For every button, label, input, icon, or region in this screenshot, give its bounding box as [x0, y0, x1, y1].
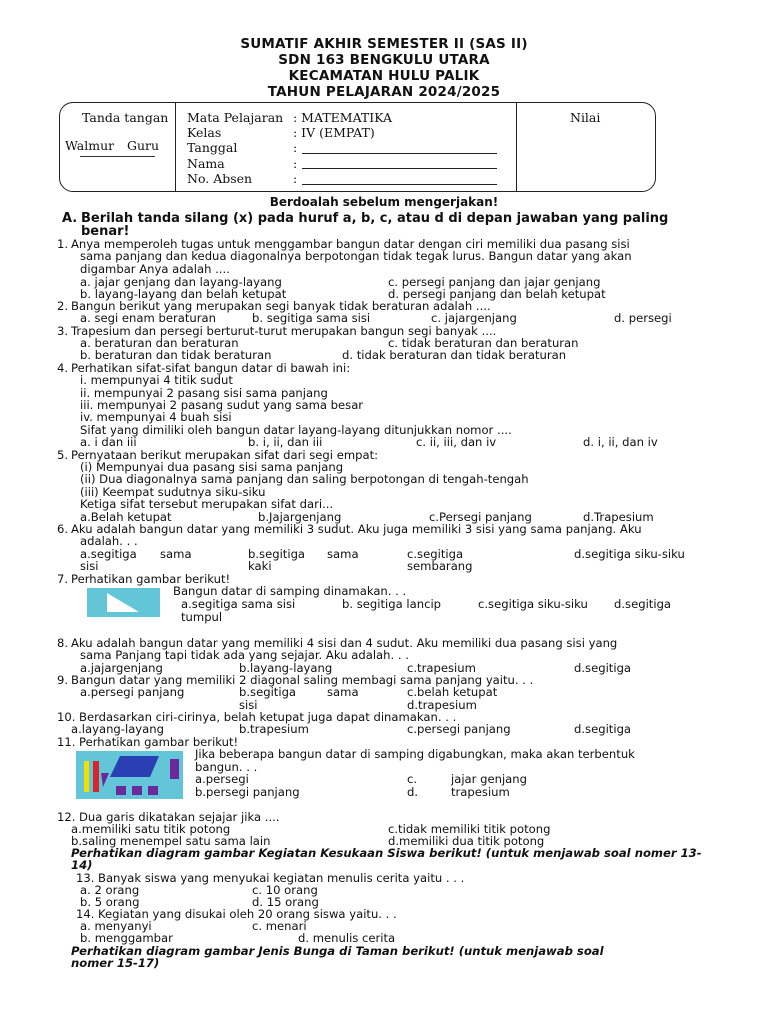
section-a-letter: A. [62, 211, 78, 226]
q7-number: 7. [57, 572, 69, 586]
q3-opt-c[interactable]: c. tidak beraturan dan beraturan [388, 336, 579, 350]
header-line-1: SUMATIF AKHIR SEMESTER II (SAS II) [240, 36, 528, 52]
sign-guru: Guru [127, 138, 160, 153]
q3-opt-a[interactable]: a. beraturan dan beraturan [80, 336, 239, 350]
q13-opt-d[interactable]: d. 15 orang [252, 895, 319, 909]
q4-text: Perhatikan sifat-sifat bangun datar di bawah ini: [71, 361, 351, 375]
q9-opt-d[interactable]: d.trapesium [407, 698, 477, 712]
q7-opt-a[interactable]: a.segitiga sama sisi [181, 597, 296, 611]
purple-square-1 [116, 786, 126, 795]
q2-number: 2. [57, 299, 69, 313]
q5-opt-d[interactable]: d.Trapesium [583, 510, 654, 524]
q9-number: 9. [57, 673, 69, 687]
q11-opt-d[interactable]: trapesium [451, 785, 510, 799]
purple-square-3 [148, 786, 158, 795]
q10-number: 10. [57, 710, 76, 724]
q12-text: Dua garis dikatakan sejajar jika .... [79, 810, 280, 824]
q1-opt-b[interactable]: b. layang-layang dan belah ketupat [80, 287, 287, 301]
q4-item-iv: iv. mempunyai 4 buah sisi [80, 410, 232, 424]
q11-text: Perhatikan gambar berikut! [79, 735, 239, 749]
shapes-puzzle-figure [76, 751, 183, 799]
q10-opt-a[interactable]: a.layang-layang [71, 722, 164, 736]
q6-text-1: Aku adalah bangun datar yang memiliki 3 sudut. Aku juga memiliki 3 sisi yang sama panjang. Aku [71, 522, 642, 536]
q14-opt-b[interactable]: b. menggambar [80, 931, 173, 945]
q5-opt-a[interactable]: a.Belah ketupat [80, 510, 172, 524]
q4-question: Sifat yang dimiliki oleh bangun datar layang-layang ditunjukkan nomor .... [80, 423, 512, 437]
q6-opt-a-1[interactable]: a.segitiga [80, 547, 137, 561]
q11-opt-d-letter[interactable]: d. [407, 785, 419, 799]
q7-opt-d-2[interactable]: tumpul [181, 610, 223, 624]
q14-opt-a[interactable]: a. menyanyi [80, 919, 152, 933]
q8-opt-d[interactable]: d.segitiga [574, 661, 632, 675]
q11-opt-b[interactable]: b.persegi panjang [195, 785, 300, 799]
section-a-line2: benar! [81, 224, 130, 239]
q14-opt-c[interactable]: c. menari [252, 919, 307, 933]
q9-opt-b-2[interactable]: sama [327, 685, 359, 699]
note-13-14-line2: 14) [71, 858, 93, 872]
header-line-3: KECAMATAN HULU PALIK [288, 68, 480, 84]
q8-opt-a[interactable]: a.jajargenjang [80, 661, 163, 675]
q11-question-1: Jika beberapa bangun datar di samping digabungkan, maka akan terbentuk [195, 747, 635, 761]
red-bar [93, 761, 99, 792]
q4-item-iii: iii. mempunyai 2 pasang sudut yang sama besar [80, 398, 364, 412]
q9-opt-b-3[interactable]: sisi [239, 698, 258, 712]
nilai-label: Nilai [570, 110, 601, 125]
q4-opt-b[interactable]: b. i, ii, dan iii [248, 435, 323, 449]
q13-number: 13. [76, 871, 95, 885]
label-kelas: Kelas [187, 125, 222, 140]
q4-opt-d[interactable]: d. i, ii, dan iv [583, 435, 658, 449]
sign-walmur: Walmur [65, 138, 115, 153]
label-mapel: Mata Pelajaran [187, 110, 284, 125]
q6-opt-d[interactable]: d.segitiga siku-siku [574, 547, 685, 561]
label-tanggal: Tanggal [187, 140, 238, 155]
q13-opt-b[interactable]: b. 5 orang [80, 895, 140, 909]
q8-text-1: Aku adalah bangun datar yang memiliki 4 sisi dan 4 sudut. Aku memiliki dua pasang sisi yang [71, 636, 618, 650]
q4-item-i: i. mempunyai 4 titik sudut [80, 373, 233, 387]
q4-item-ii: ii. mempunyai 2 pasang sisi sama panjang [80, 386, 328, 400]
q6-number: 6. [57, 522, 69, 536]
q9-opt-a[interactable]: a.persegi panjang [80, 685, 185, 699]
value-kelas: : IV (EMPAT) [293, 125, 375, 140]
q13-opt-c[interactable]: c. 10 orang [252, 883, 318, 897]
q1-opt-a[interactable]: a. jajar genjang dan layang-layang [80, 275, 282, 289]
q1-opt-d[interactable]: d. persegi panjang dan belah ketupat [388, 287, 606, 301]
q5-opt-b[interactable]: b.Jajargenjang [258, 510, 342, 524]
q12-opt-a[interactable]: a.memiliki satu titik potong [71, 822, 231, 836]
header-line-4: TAHUN PELAJARAN 2024/2025 [267, 84, 501, 100]
q3-text: Trapesium dan persegi berturut-turut merupakan bangun segi banyak .... [71, 324, 497, 338]
q14-opt-d[interactable]: d. menulis cerita [298, 931, 396, 945]
note-13-14-line1: Perhatikan diagram gambar Kegiatan Kesukaan Siswa berikut! (untuk menjawab soal nomer 13- [71, 846, 702, 860]
value-nama-colon: : [293, 156, 298, 171]
header-line-2: SDN 163 BENGKULU UTARA [278, 52, 490, 68]
purple-piece-right [170, 759, 179, 779]
q12-opt-c[interactable]: c.tidak memiliki titik potong [388, 822, 551, 836]
q2-opt-b[interactable]: b. segitiga sama sisi [252, 311, 371, 325]
q11-opt-c[interactable]: jajar genjang [451, 772, 527, 786]
q14-number: 14. [76, 907, 95, 921]
q8-opt-c[interactable]: c.trapesium [407, 661, 476, 675]
tanggal-blank[interactable] [302, 153, 497, 154]
q12-opt-d[interactable]: d.memiliki dua titik potong [388, 834, 545, 848]
q5-opt-c[interactable]: c.Persegi panjang [429, 510, 532, 524]
q12-number: 12. [57, 810, 76, 824]
box-divider-left [175, 103, 176, 191]
doa-instruction: Berdoalah sebelum mengerjakan! [269, 195, 499, 209]
q10-text: Berdasarkan ciri-cirinya, belah ketupat juga dapat dinamakan. . . [79, 710, 457, 724]
q2-opt-d[interactable]: d. persegi [614, 311, 672, 325]
q4-opt-c[interactable]: c. ii, iii, dan iv [416, 435, 497, 449]
q7-question: Bangun datar di samping dinamakan. . . [173, 584, 407, 598]
q6-opt-c-2[interactable]: sembarang [407, 559, 473, 573]
identity-box [59, 102, 656, 192]
q3-opt-b[interactable]: b. beraturan dan tidak beraturan [80, 348, 272, 362]
q9-opt-c[interactable]: c.belah ketupat [407, 685, 498, 699]
sign-line [80, 156, 155, 157]
q2-opt-a[interactable]: a. segi enam beraturan [80, 311, 216, 325]
q1-opt-c[interactable]: c. persegi panjang dan jajar genjang [388, 275, 601, 289]
q7-opt-b[interactable]: b. segitiga lancip [342, 597, 442, 611]
note-15-17-line2: nomer 15-17) [71, 956, 160, 970]
right-triangle-figure [87, 588, 160, 617]
q3-opt-d[interactable]: d. tidak beraturan dan tidak beraturan [342, 348, 567, 362]
label-nama: Nama [187, 156, 225, 171]
figure-background [87, 588, 160, 617]
sign-title: Tanda tangan [82, 110, 169, 125]
value-tanggal-colon: : [293, 140, 298, 155]
value-absen-colon: : [293, 171, 298, 186]
q4-number: 4. [57, 361, 69, 375]
q8-number: 8. [57, 636, 69, 650]
label-absen: No. Absen [187, 171, 253, 186]
q6-text-2: adalah. . . [80, 534, 138, 548]
yellow-bar [84, 761, 89, 792]
q4-opt-a[interactable]: a. i dan iii [80, 435, 137, 449]
q5-item-i: (i) Mempunyai dua pasang sisi sama panjang [80, 460, 344, 474]
q13-text: Banyak siswa yang menyukai kegiatan menulis cerita yaitu . . . [98, 871, 465, 885]
q7-opt-d[interactable]: d.segitiga [614, 597, 672, 611]
q1-text-1: Anya memperoleh tugas untuk menggambar bangun datar dengan ciri memiliki dua pasang sisi [71, 237, 630, 251]
box-divider-right [516, 103, 517, 191]
q10-opt-b[interactable]: b.trapesium [239, 722, 309, 736]
q10-opt-d[interactable]: d.segitiga [574, 722, 632, 736]
q6-opt-b-3[interactable]: kaki [248, 559, 272, 573]
q5-item-ii: (ii) Dua diagonalnya sama panjang dan saling berpotongan di tengah-tengah [80, 472, 529, 486]
q11-number: 11. [57, 735, 76, 749]
value-mapel: : MATEMATIKA [293, 110, 393, 125]
q5-question: Ketiga sifat tersebut merupakan sifat dari... [80, 497, 334, 511]
q2-opt-c[interactable]: c. jajargenjang [431, 311, 517, 325]
q3-number: 3. [57, 324, 69, 338]
section-a-line1: Berilah tanda silang (x) pada huruf a, b, c, atau d di depan jawaban yang paling [81, 211, 669, 226]
q6-opt-a-3[interactable]: sisi [80, 559, 99, 573]
q9-opt-b-1[interactable]: b.segitiga [239, 685, 297, 699]
q2-text: Bangun berikut yang merupakan segi banyak tidak beraturan adalah .... [71, 299, 491, 313]
purple-square-2 [132, 786, 142, 795]
q13-opt-a[interactable]: a. 2 orang [80, 883, 140, 897]
q12-opt-b[interactable]: b.saling menempel satu sama lain [71, 834, 271, 848]
q1-text-3: digambar Anya adalah .... [80, 262, 230, 276]
q7-text: Perhatikan gambar berikut! [71, 572, 231, 586]
q11-opt-c-letter[interactable]: c. [407, 772, 418, 786]
q1-number: 1. [57, 237, 69, 251]
absen-blank[interactable] [302, 184, 497, 185]
q5-number: 5. [57, 448, 69, 462]
q6-opt-b-1[interactable]: b.segitiga [248, 547, 306, 561]
note-15-17-line1: Perhatikan diagram gambar Jenis Bunga di Taman berikut! (untuk menjawab soal [71, 944, 604, 958]
q8-opt-b[interactable]: b.layang-layang [239, 661, 333, 675]
q11-opt-a[interactable]: a.persegi [195, 772, 249, 786]
nama-blank[interactable] [302, 168, 497, 169]
q14-text: Kegiatan yang disukai oleh 20 orang siswa yaitu. . . [98, 907, 397, 921]
q11-question-2: bangun. . . [195, 760, 258, 774]
q5-item-iii: (iii) Keempat sudutnya siku-siku [80, 485, 266, 499]
q10-opt-c[interactable]: c.persegi panjang [407, 722, 511, 736]
q6-opt-a-2[interactable]: sama [160, 547, 192, 561]
q1-text-2: sama panjang dan kedua diagonalnya berpotongan tidak tegak lurus. Bangun datar yang akan [80, 249, 632, 263]
q8-text-2: sama Panjang tapi tidak ada yang sejajar. Aku adalah. . . [80, 648, 409, 662]
q7-opt-c[interactable]: c.segitiga siku-siku [478, 597, 588, 611]
q6-opt-b-2[interactable]: sama [327, 547, 359, 561]
q9-text: Bangun datar yang memiliki 2 diagonal saling membagi sama panjang yaitu. . . [71, 673, 534, 687]
q6-opt-c-1[interactable]: c.segitiga [407, 547, 464, 561]
q5-text: Pernyataan berikut merupakan sifat dari segi empat: [71, 448, 379, 462]
